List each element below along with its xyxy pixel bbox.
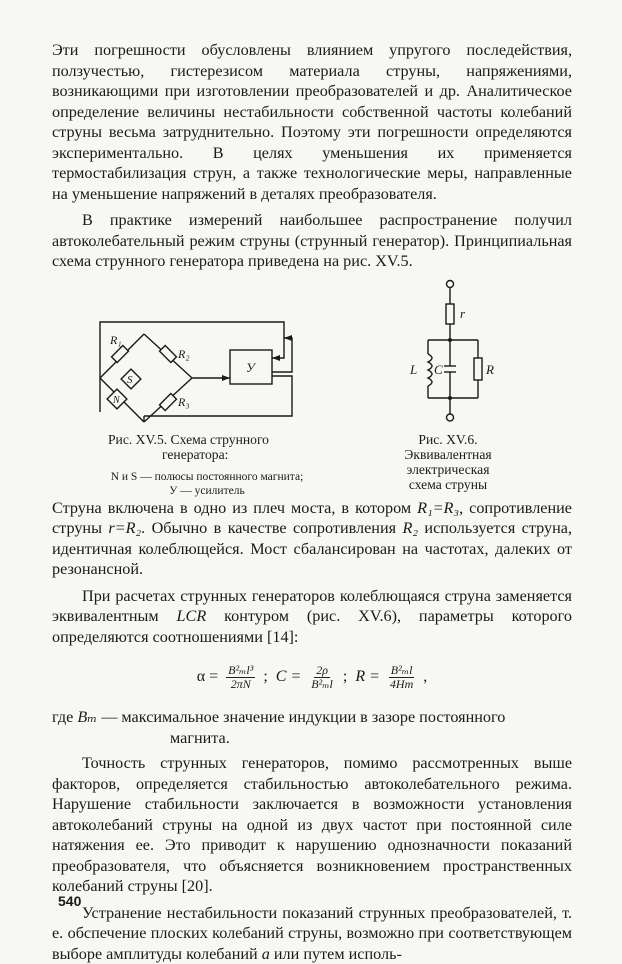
formula-c-fraction: $\frac{2\rho}{\text{B²ₘl}}$	[309, 664, 335, 691]
paragraph-1: Эти погрешности обусловлены влиянием упругого последействия, ползучестью, гистерезисом материала струны, напряжениями, возникающими при изготовлении преобразователей и др. Аналитическое определение величины нестабильности собственной частоты колебаний струны весьма затруднительно. Поэтому эти погрешности определяются экспериментально. В целях уменьшения их применяется термостабилизация струн, а также технологические меры, направленные на уменьшение напряжений в деталях преобразователя.	[52, 40, 572, 204]
label-r-big: R	[485, 362, 494, 377]
caption-xv5-line1: Рис. XV.5. Схема струнного	[108, 432, 306, 447]
formula-r-fraction: $\frac{\text{B²ₘl}}{4Hm}$	[388, 664, 415, 691]
paragraph-2: В практике измерений наибольшее распространение получил автоколебательный режим струны (струнный генератор). Принципиальная схема струнного генератора приведена на рис. XV.5.	[52, 210, 572, 272]
page-number: 540	[58, 893, 81, 909]
math-bm: Bₘ	[77, 708, 97, 726]
label-r3: R₃	[177, 395, 190, 409]
paragraph-4: При расчетах струнных генераторов колеблющаяся струна заменяется эквивалентным LCR контуром (рис. XV.6), параметры которого определяются соотношениями [14]:	[52, 586, 572, 648]
label-c: C	[434, 362, 443, 377]
label-l: L	[409, 362, 417, 377]
caption-xv5-line2: генератора:	[108, 447, 306, 462]
math-r1-eq-r3: R₁=R₃	[417, 499, 459, 517]
formula-r-lhs: R =	[355, 668, 380, 686]
formula-c-lhs: C =	[276, 668, 301, 686]
formula-alpha-lhs: α =	[197, 668, 218, 686]
math-a: a	[262, 945, 270, 963]
formula-block: α = $\frac{\text{B²ₘl³}}{2\pi N}$ ; C = $\frac{2\rho}{\text{B²ₘl}}$ ; R = $\frac{\text{B²ₘl}}{4Hm}$ ,	[52, 655, 572, 699]
paragraph-5: Точность струнных генераторов, помимо рассмотренных выше факторов, определяется стабильностью автоколебательного режима. Нарушение стабильности заключается в возможности установления автоколебаний струны на одной из двух частот при постоянной силе натяжения ее. Это приводит к нарушению однозначности показаний преобразователя, что объясняется возникновением пространственных колебаний струны [20].	[52, 753, 572, 897]
paragraph-6: Устранение нестабильности показаний струнных преобразователей, т. е. обспечение плоских колебаний струны, возможно при соответствующем выборе амплитуды колебаний a или путем исполь-	[52, 903, 572, 964]
figure-xv5-bridge-circuit	[96, 314, 346, 428]
figures-row	[52, 278, 572, 490]
paragraph-3: Струна включена в одно из плеч моста, в котором R₁=R₃, сопротивление струны r=R₂. Обычно в качестве сопротивления R₂ используется струна, идентичная колеблющейся. Мост сбалансирован на частотах, далеких от резонансной.	[52, 498, 572, 580]
math-lcr: LCR	[177, 607, 207, 625]
page-body	[52, 40, 572, 964]
label-amplifier: У	[246, 360, 257, 375]
figure-xv5-caption	[108, 432, 306, 498]
figure-xv6-caption: Рис. XV.6. Эквивалентная электрическая схема струны	[392, 432, 504, 492]
label-r-small: r	[460, 306, 466, 321]
math-r-eq-r2: r=R₂	[108, 519, 141, 537]
figure-xv6-equivalent-circuit	[404, 278, 496, 428]
formula-explanation: где Bₘ — максимальное значение индукции в зазоре постоянного магнита.	[52, 707, 572, 748]
label-r1: R₁	[109, 333, 122, 347]
label-n: N	[112, 395, 121, 406]
label-r2: R₂	[177, 347, 190, 361]
caption-xv5-note: N и S — полюсы постоянного магнита; У — усилитель	[108, 470, 306, 498]
formula-alpha-fraction: $\frac{\text{B²ₘl³}}{2\pi N}$	[226, 664, 255, 691]
math-r2: R₂	[402, 519, 418, 537]
label-s: S	[127, 374, 133, 386]
